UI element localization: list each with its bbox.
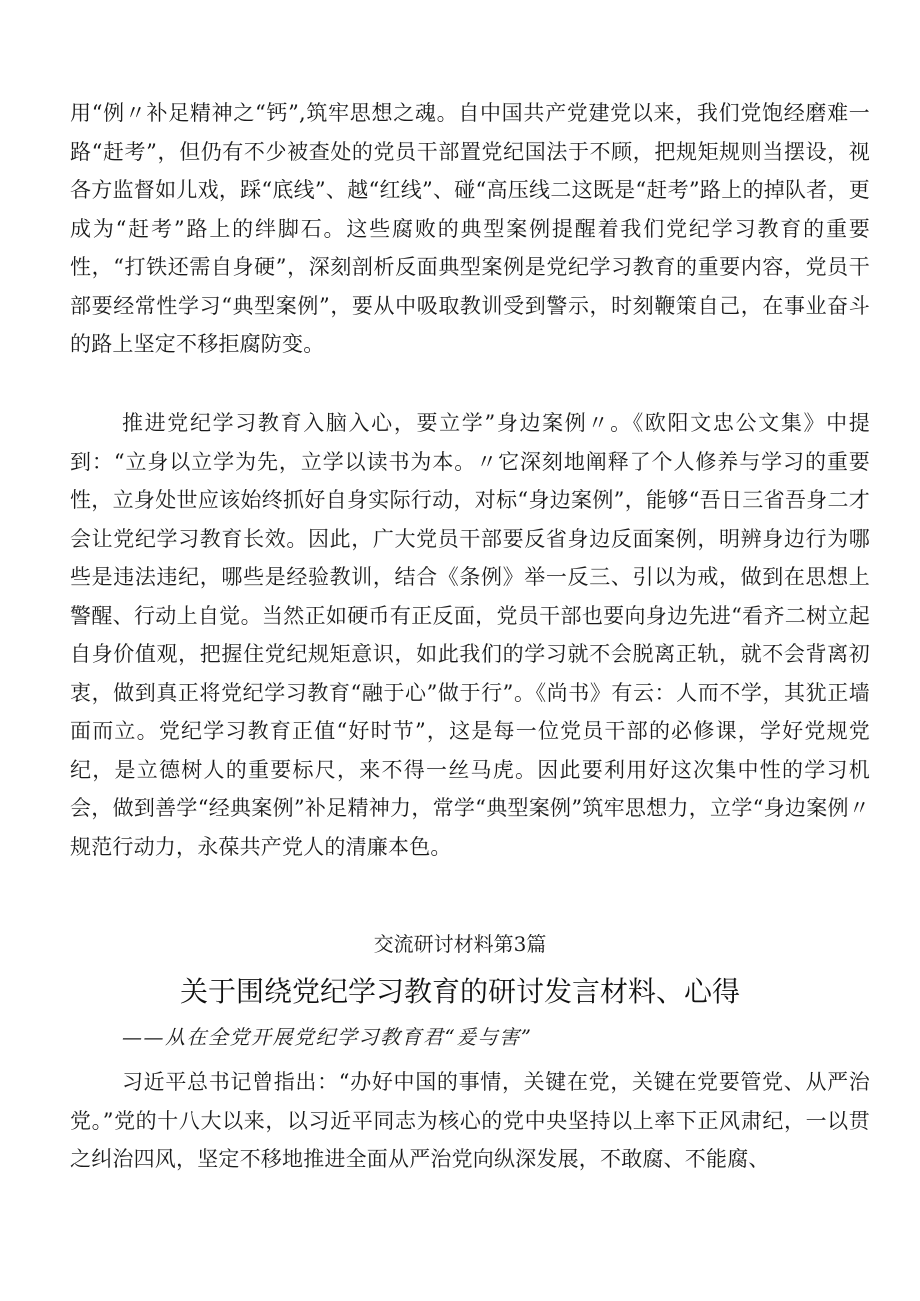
document-title: 关于围绕党纪学习教育的研讨发言材料、心得 <box>179 975 740 1008</box>
body-paragraph-1: 用“例〃补足精神之“钙”,筑牢思想之魂。自中国共产党建党以来，我们党饱经磨难一路“赶考”，但仍有不少被查处的党员干部置党纪国法于不顾，把规矩规则当摆设，视各方监督如儿戏，踩“底线”、越“红线”、碰“高压线二这既是“赶考”路上的掉队者，更成为“赶考”路上的绊脚石。这些腐败的典型案例提醒着我们党纪学习教育的重要性，“打铁还需自身硬”，深刻剖析反面典型案例是党纪学习教育的重要内容，党员干部要经常性学习“典型案例”，要从中吸取教训受到警示，时刻鞭策自己，在事业奋斗的路上坚定不移拒腐防变。 <box>70 101 870 356</box>
body-paragraph-2: 推进党纪学习教育入脑入心，要立学”身边案例〃。《欧阳文忠公文集》中提到：“立身以立学为先，立学以读书为本。〃它深刻地阐释了个人修养与学习的重要性，立身处世应该始终抓好自身实际行动，对标“身边案例”，能够“吾日三省吾身二才会让党纪学习教育长效。因此，广大党员干部要反省身边反面案例，明辨身边行为哪些是违法违纪，哪些是经验教训，结合《条例》举一反三、引以为戒，做到在思想上警醒、行动上自觉。当然正如硬币有正反面，党员干部也要向身边先进“看齐二树立起自身价值观，把握住党纪规矩意识，如此我们的学习就不会脱离正轨，就不会背离初衷，做到真正将党纪学习教育“融于心”做于行”。《尚书》有云：人而不学，其犹正墙面而立。党纪学习教育正值“好时节”，这是每一位党员干部的必修课，学好党规党纪，是立德树人的重要标尺，来不得一丝马虎。因此要利用好这次集中性的学习机会，做到善学“经典案例”补足精神力，常学“典型案例”筑牢思想力，立学“身边案例〃规范行动力，永葆共产党人的清廉本色。 <box>70 411 870 859</box>
body-paragraph-3: 习近平总书记曾指出：“办好中国的事情，关键在党，关键在党要管党、从严治党。”党的十八大以来，以习近平同志为核心的党中央坚持以上率下正风肃纪，一以贯之纠治四风，坚定不移地推进全面从严治党向纵深发展，不敢腐、不能腐、 <box>70 1070 870 1171</box>
document-subtitle: ——从在全党开展党纪学习教育君“爰与害” <box>122 1025 533 1049</box>
section-label: 交流研讨材料第3篇 <box>373 932 547 956</box>
